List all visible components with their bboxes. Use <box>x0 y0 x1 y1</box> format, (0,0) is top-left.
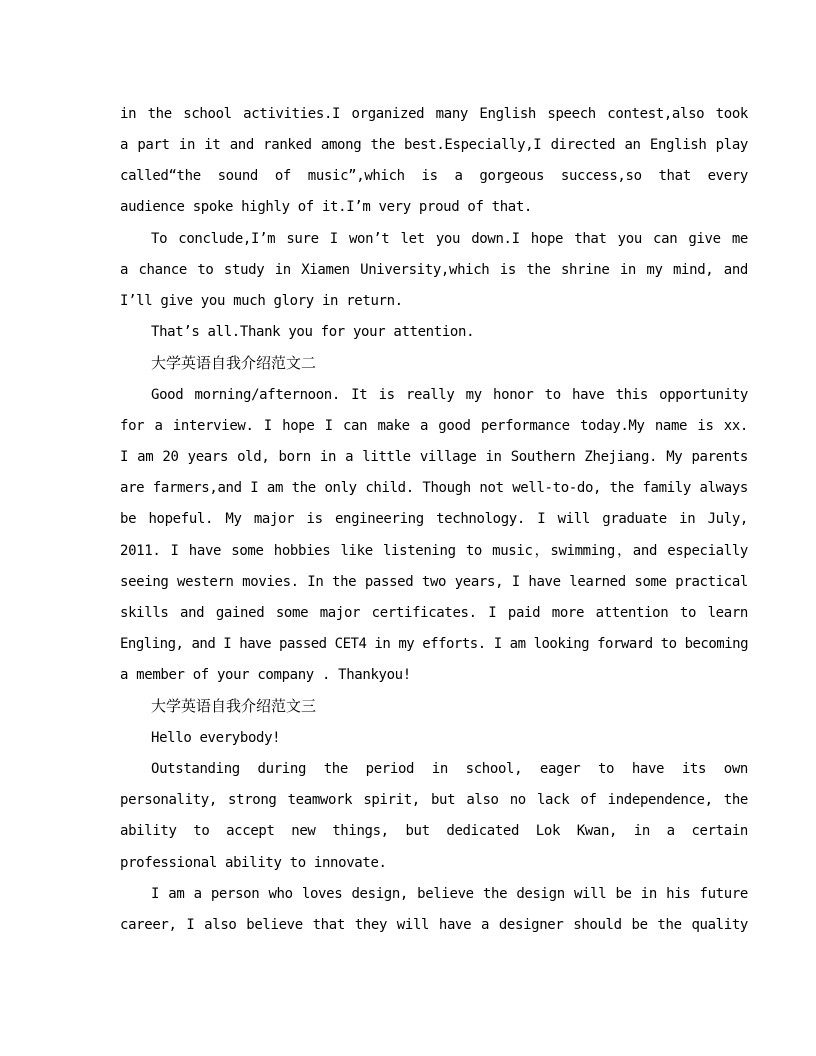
text-line: in the school activities.I organized many English speech contest,also took <box>120 106 748 122</box>
section-heading-2: 大学英语自我介绍范文二 <box>151 354 317 372</box>
text-line: career, I also believe that they will have a designer should be the quality <box>120 917 748 933</box>
text-line: for a interview. I hope I can make a good performance today.My name is xx. <box>120 418 748 434</box>
text-line: a chance to study in Xiamen University,which is the shrine in my mind, and <box>120 262 748 278</box>
text-line: called“the sound of music”,which is a gorgeous success,so that every <box>120 168 748 184</box>
text-line: a member of your company . Thankyou! <box>120 667 411 683</box>
text-line: are farmers,and I am the only child. Though not well-to-do, the family always <box>120 480 748 496</box>
text-line: ability to accept new things, but dedicated Lok Kwan, in a certain <box>120 823 748 839</box>
text-line: Hello everybody! <box>151 730 281 746</box>
text-line: That’s all.Thank you for your attention. <box>151 324 475 340</box>
text-line: I am 20 years old, born in a little village in Southern Zhejiang. My parents <box>120 449 748 465</box>
text-line: seeing western movies. In the passed two years, I have learned some practical <box>120 574 748 590</box>
text-line: skills and gained some major certificates. I paid more attention to learn <box>120 605 748 621</box>
text-line: To conclude,I’m sure I won’t let you down.I hope that you can give me <box>151 231 748 247</box>
text-line: 2011. I have some hobbies like listening to music，swimming，and especially <box>120 543 748 559</box>
text-line: Outstanding during the period in school, eager to have its own <box>151 761 748 777</box>
section-heading-3: 大学英语自我介绍范文三 <box>151 697 317 715</box>
text-line: a part in it and ranked among the best.Especially,I directed an English play <box>120 137 748 153</box>
text-line: professional ability to innovate. <box>120 855 387 871</box>
text-line: Good morning/afternoon. It is really my honor to have this opportunity <box>151 387 748 403</box>
text-line: I’ll give you much glory in return. <box>120 293 403 309</box>
text-line: Engling, and I have passed CET4 in my efforts. I am looking forward to becoming <box>120 636 748 652</box>
text-line: be hopeful. My major is engineering technology. I will graduate in July, <box>120 511 748 527</box>
text-line: audience spoke highly of it.I’m very proud of that. <box>120 199 533 215</box>
text-line: I am a person who loves design, believe the design will be in his future <box>151 886 748 902</box>
text-line: personality, strong teamwork spirit, but also no lack of independence, the <box>120 792 748 808</box>
